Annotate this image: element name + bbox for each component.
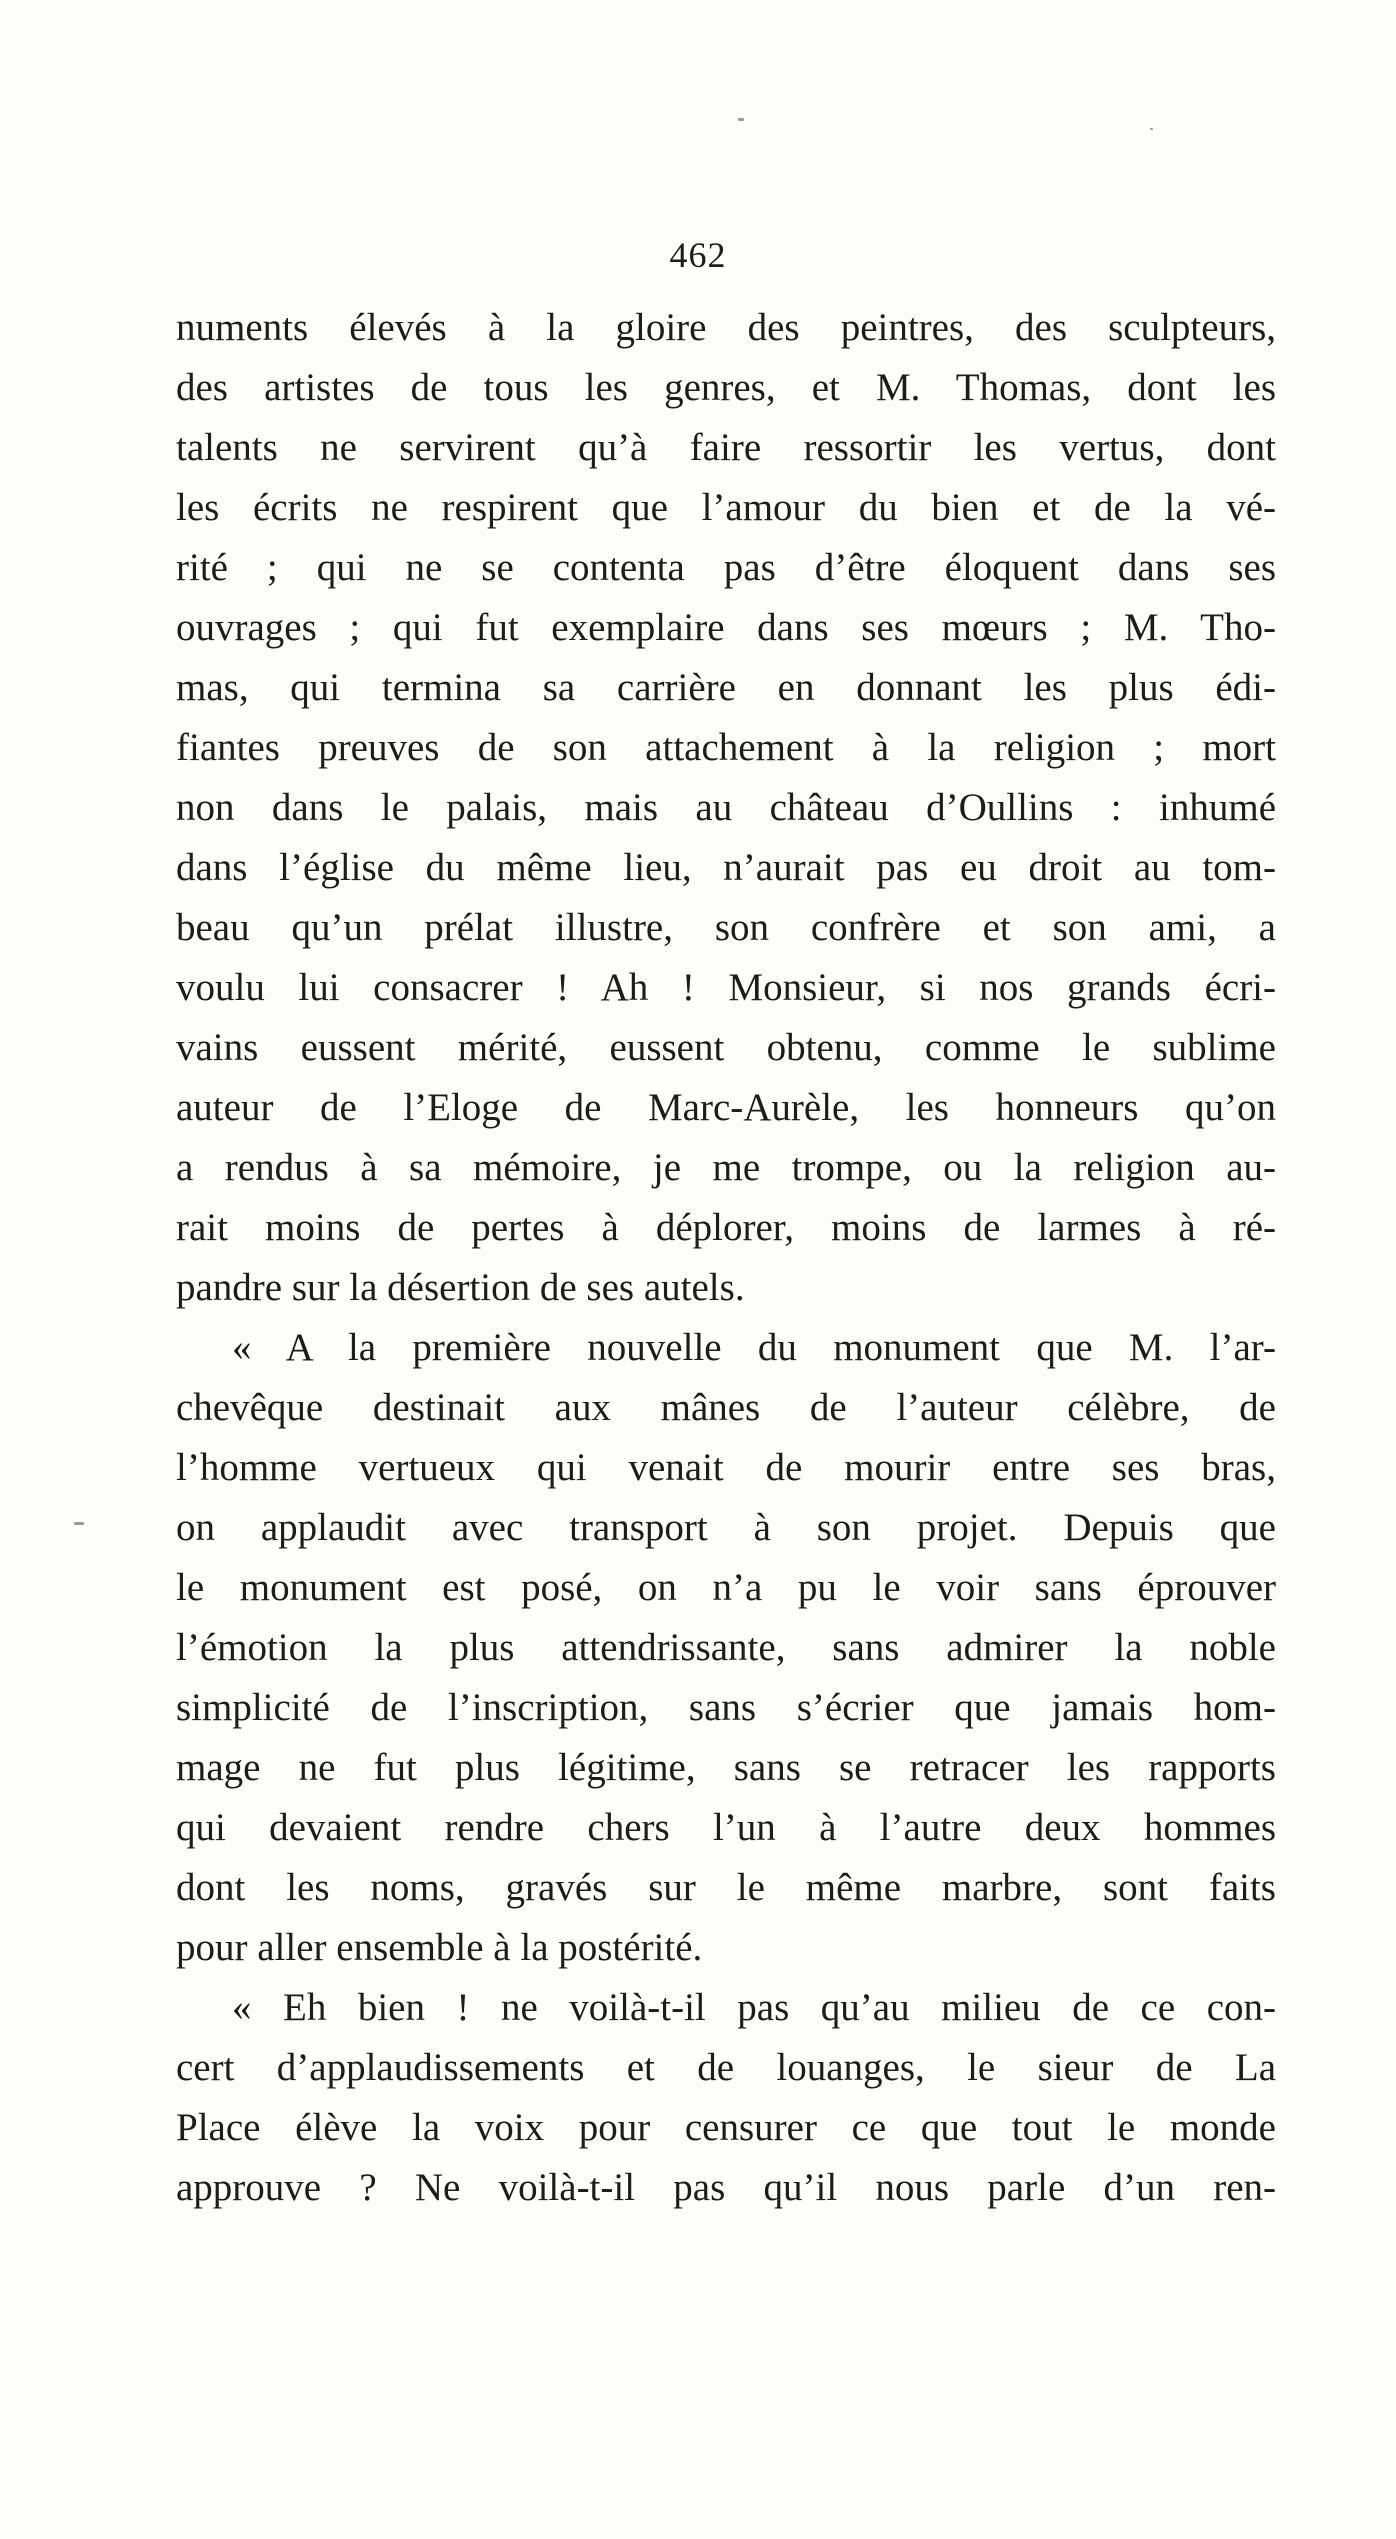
text-line: l’émotion la plus attendrissante, sans admirer la noble bbox=[176, 1626, 1276, 1669]
text-line: voulu lui consacrer ! Ah ! Monsieur, si nos grands écri- bbox=[176, 966, 1276, 1009]
text-line: pour aller ensemble à la postérité. bbox=[176, 1926, 703, 1969]
text-line: Place élève la voix pour censurer ce que tout le monde bbox=[176, 2106, 1276, 2149]
text-line: des artistes de tous les genres, et M. Thomas, dont les bbox=[176, 366, 1276, 409]
text-line: l’homme vertueux qui venait de mourir entre ses bras, bbox=[176, 1446, 1276, 1489]
text-line: approuve ? Ne voilà-t-il pas qu’il nous parle d’un ren- bbox=[176, 2166, 1276, 2209]
text-line: non dans le palais, mais au château d’Oullins : inhumé bbox=[176, 786, 1276, 829]
print-speck bbox=[738, 118, 744, 121]
text-line: « A la première nouvelle du monument que M. l’ar- bbox=[232, 1326, 1276, 1369]
text-line: simplicité de l’inscription, sans s’écrier que jamais hom- bbox=[176, 1686, 1276, 1729]
print-speck bbox=[1150, 128, 1153, 130]
text-line: rité ; qui ne se contenta pas d’être éloquent dans ses bbox=[176, 546, 1276, 589]
text-line: on applaudit avec transport à son projet. Depuis que bbox=[176, 1506, 1276, 1549]
text-line: mas, qui termina sa carrière en donnant les plus édi- bbox=[176, 666, 1276, 709]
text-line: pandre sur la désertion de ses autels. bbox=[176, 1266, 745, 1309]
text-line: dans l’église du même lieu, n’aurait pas eu droit au tom- bbox=[176, 846, 1276, 889]
text-line: a rendus à sa mémoire, je me trompe, ou la religion au- bbox=[176, 1146, 1276, 1189]
text-line: « Eh bien ! ne voilà-t-il pas qu’au milieu de ce con- bbox=[232, 1986, 1276, 2029]
text-line: rait moins de pertes à déplorer, moins de larmes à ré- bbox=[176, 1206, 1276, 1249]
text-line: vains eussent mérité, eussent obtenu, comme le sublime bbox=[176, 1026, 1276, 1069]
page-number: 462 bbox=[669, 235, 727, 275]
text-line: dont les noms, gravés sur le même marbre, sont faits bbox=[176, 1866, 1276, 1909]
text-line: talents ne servirent qu’à faire ressortir les vertus, dont bbox=[176, 426, 1276, 469]
text-line: le monument est posé, on n’a pu le voir sans éprouver bbox=[176, 1566, 1276, 1609]
print-speck bbox=[74, 1522, 84, 1525]
text-line: numents élevés à la gloire des peintres, des sculpteurs, bbox=[176, 306, 1276, 349]
text-line: fiantes preuves de son attachement à la religion ; mort bbox=[176, 726, 1276, 769]
body-text bbox=[176, 298, 1276, 2218]
text-line: qui devaient rendre chers l’un à l’autre deux hommes bbox=[176, 1806, 1276, 1849]
text-line: beau qu’un prélat illustre, son confrère et son ami, a bbox=[176, 906, 1276, 949]
text-line: les écrits ne respirent que l’amour du bien et de la vé- bbox=[176, 486, 1276, 529]
text-line: cert d’applaudissements et de louanges, le sieur de La bbox=[176, 2046, 1276, 2089]
text-line: ouvrages ; qui fut exemplaire dans ses mœurs ; M. Tho- bbox=[176, 606, 1276, 649]
text-line: auteur de l’Eloge de Marc-Aurèle, les honneurs qu’on bbox=[176, 1086, 1276, 1129]
text-line: chevêque destinait aux mânes de l’auteur célèbre, de bbox=[176, 1386, 1276, 1429]
text-line: mage ne fut plus légitime, sans se retracer les rapports bbox=[176, 1746, 1276, 1789]
